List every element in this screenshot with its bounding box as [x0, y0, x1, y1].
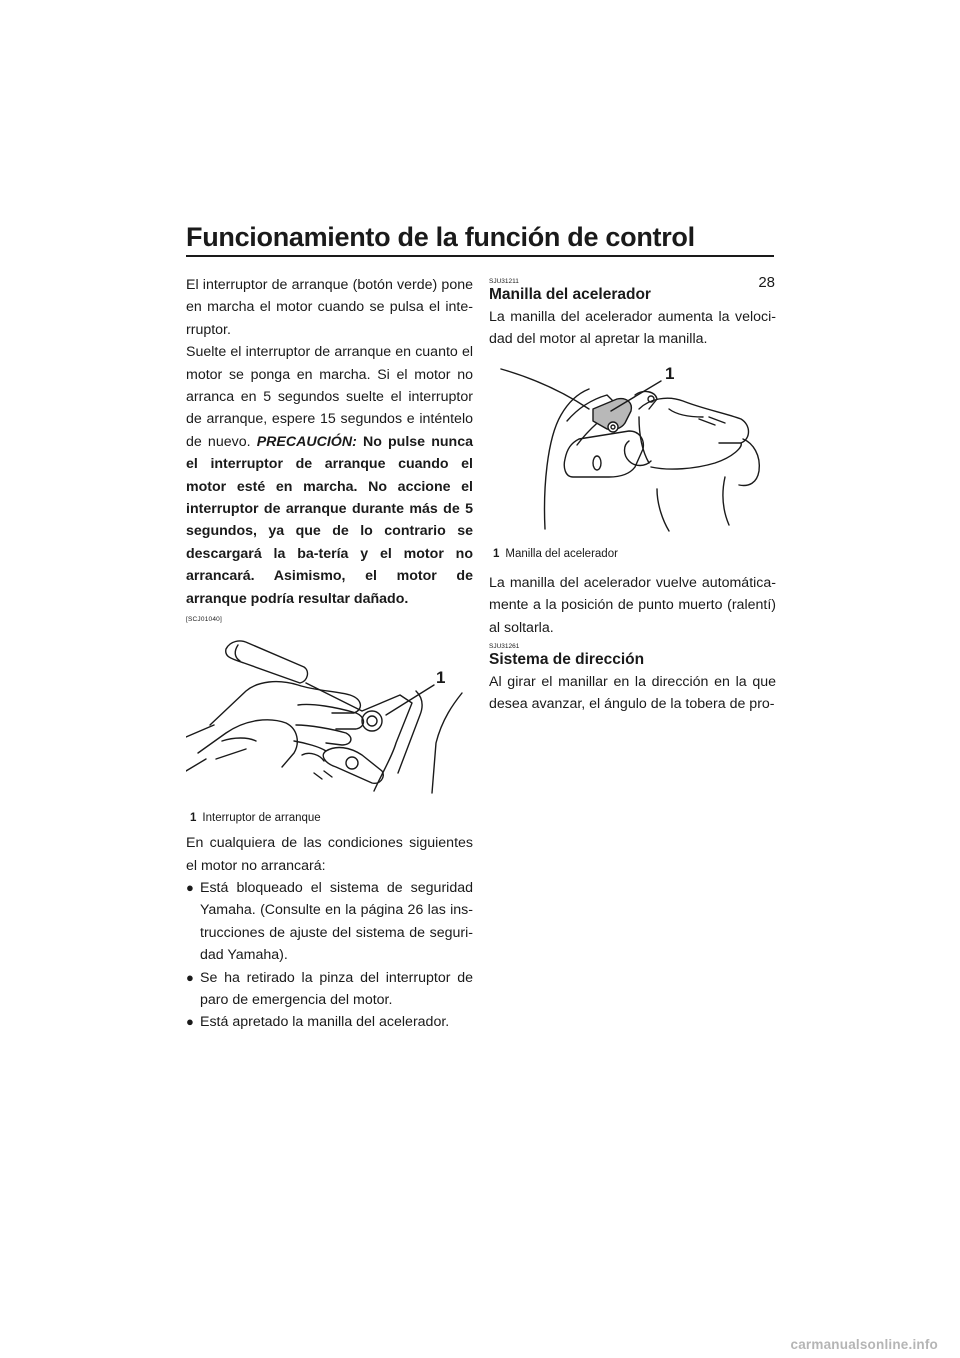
- no-start-conditions-paragraph: En cualquiera de las condiciones siguientes el motor no arrancará:: [186, 835, 473, 874]
- list-item: ● Se ha retirado la pinza del interruptor de paro de emergencia del motor.: [186, 967, 473, 1012]
- caution-label: PRECAUCIÓN:: [256, 433, 357, 450]
- start-switch-illustration: [186, 633, 473, 803]
- throttle-section-code: SJU31211: [489, 278, 519, 285]
- steering-section-code: SJU31261: [489, 643, 520, 651]
- fig2-caption: [489, 546, 776, 562]
- left-column: [186, 274, 473, 1034]
- throttle-intro-paragraph: La manilla del acelerador aumenta la veloci-dad del motor al apretar la manilla.: [489, 309, 776, 348]
- page-number: 28: [758, 274, 775, 291]
- throttle-lever-illustration: [489, 359, 776, 539]
- fig2-callout-number: 1: [665, 363, 675, 383]
- throttle-return-paragraph: La manilla del acelerador vuelve automática-mente a la posición de punto muerto (ralentí) al soltarla.: [489, 574, 776, 636]
- bullet-icon: ●: [186, 969, 194, 985]
- fig1-callout-number: 1: [436, 668, 446, 688]
- fig1-caption-number: 1: [190, 812, 197, 825]
- throttle-section-title: Manilla del acelerador: [489, 286, 651, 303]
- bullet-icon: ●: [186, 1014, 194, 1030]
- no-start-conditions-list: [186, 877, 473, 1034]
- header-rule: [186, 255, 774, 257]
- release-switch-paragraph: [186, 341, 473, 610]
- fig2-caption-number: 1: [493, 547, 500, 560]
- list-item: ● Está apretado la manilla del acelerador.: [186, 1011, 473, 1033]
- caution-code: [SCJ01040]: [186, 616, 222, 624]
- start-switch-paragraph: El interruptor de arranque (botón verde) pone en marcha el motor cuando se pulsa el inte-rruptor.: [186, 277, 473, 338]
- fig1-caption-text: Interruptor de arranque: [202, 812, 321, 825]
- watermark: carmanualsonline.info: [790, 1337, 938, 1352]
- figure-start-switch: [186, 633, 473, 826]
- fig1-caption: [186, 810, 473, 826]
- list-item: ● Está bloqueado el sistema de seguridad Yamaha. (Consulte en la página 26 las ins-trucciones de ajuste del sistema de seguri-dad Yamaha).: [186, 877, 473, 967]
- release-switch-text: Suelte el interruptor de arranque en cuanto el motor se ponga en marcha. Si el motor no arranca en 5 segundos suelte el interruptor de arranque, espere 15 segundos e inténtelo de nuevo.: [186, 344, 473, 450]
- right-column: [489, 274, 776, 716]
- steering-section-title: Sistema de dirección: [489, 651, 645, 669]
- page-title: Funcionamiento de la función de control: [186, 222, 695, 252]
- bullet-icon: ●: [186, 879, 194, 895]
- caution-text: No pulse nunca el interruptor de arranque cuando el motor esté en marcha. No accione el interruptor de arranque durante más de 5 segundos, ya que de lo contrario se descargará la ba-tería y el motor no arrancará. Asimismo, el motor de arranque podría resultar dañado.: [186, 433, 473, 607]
- figure-throttle-lever: [489, 359, 776, 562]
- fig2-caption-text: Manilla del acelerador: [505, 547, 618, 560]
- steering-intro-paragraph: Al girar el manillar en la dirección en la que desea avanzar, el ángulo de la tobera de pro-: [489, 674, 776, 713]
